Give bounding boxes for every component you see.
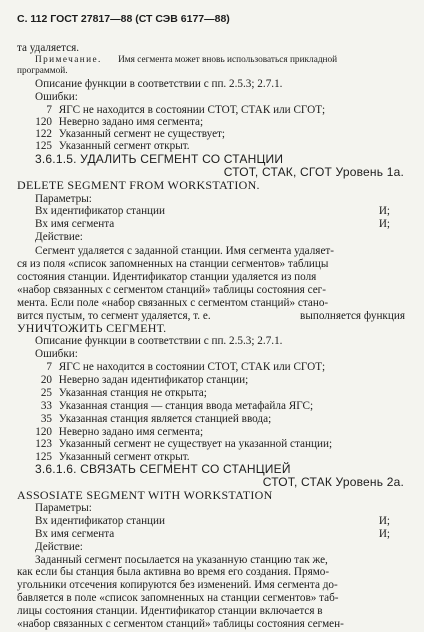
error-text: Указанная станция — станция ввода метафайла ЯГС; bbox=[58, 399, 314, 412]
note-label: Примечание. bbox=[35, 54, 102, 65]
section-heading: 3.6.1.5. УДАЛИТЬ СЕГМЕНТ СО СТАНЦИИ bbox=[35, 151, 284, 166]
section-states: СТОТ, СТАК Уровень 2а. bbox=[262, 475, 404, 490]
error-code: 33 bbox=[40, 399, 52, 412]
parameter-name: Вх идентификатор станции bbox=[35, 514, 166, 527]
parameter-name: Вх имя сегмента bbox=[35, 527, 115, 540]
text-line: мента. Если поле «набор связанных с сегментом станций» стано- bbox=[17, 296, 329, 309]
error-code: 125 bbox=[35, 140, 52, 153]
text-line: «набор связанных с сегментом станций» таблицы состояния сег- bbox=[17, 283, 326, 296]
text-line: Ошибки: bbox=[35, 91, 78, 104]
error-text: Указанная станция не открыта; bbox=[58, 386, 207, 399]
text-line: как если бы станция была активна во время его создания. Прямо- bbox=[17, 566, 330, 579]
section-heading-en: DELETE SEGMENT FROM WORKSTATION. bbox=[17, 177, 260, 192]
page-header: С. 112 ГОСТ 27817—88 (СТ СЭВ 6177—88) bbox=[17, 13, 230, 25]
error-code: 35 bbox=[40, 412, 52, 425]
text-line: Сегмент удаляется с заданной станции. Имя сегмента удаляет- bbox=[35, 245, 335, 258]
error-item bbox=[35, 413, 271, 426]
parameter-row bbox=[35, 528, 390, 541]
section-heading-en: ASSOSIATE SEGMENT WITH WORKSTATION bbox=[17, 488, 273, 503]
parameter-type: И; bbox=[378, 218, 390, 231]
error-item bbox=[35, 400, 313, 413]
error-text: Указанный сегмент не существует; bbox=[58, 128, 226, 141]
parameter-row bbox=[35, 205, 390, 218]
text-line: Действие: bbox=[35, 540, 83, 553]
error-code: 25 bbox=[40, 386, 52, 399]
note-line: программой. bbox=[17, 65, 68, 76]
error-item bbox=[35, 426, 203, 439]
text-line: Параметры: bbox=[35, 501, 92, 514]
error-code: 125 bbox=[35, 451, 52, 464]
error-code: 7 bbox=[46, 361, 52, 374]
text-line: Параметры: bbox=[35, 192, 92, 205]
text-line: Описание функции в соответствии с пп. 2.5.3; 2.7.1. bbox=[35, 335, 283, 348]
error-item bbox=[35, 438, 332, 451]
parameter-type: И; bbox=[378, 205, 390, 218]
error-item bbox=[35, 387, 207, 400]
error-code: 7 bbox=[46, 104, 52, 117]
text-line: та удаляется. bbox=[17, 41, 80, 54]
text-line: УНИЧТОЖИТЬ СЕГМЕНТ. bbox=[17, 321, 167, 336]
error-text: ЯГС не находится в состоянии СТОТ, СТАК или СГОТ; bbox=[58, 104, 326, 117]
text-line: лицы состояния станции. Идентификатор станции включается в bbox=[17, 605, 323, 618]
note-line bbox=[35, 54, 415, 67]
error-text: Указанный сегмент не существует на указанной станции; bbox=[58, 438, 333, 451]
parameter-type: И; bbox=[378, 514, 390, 527]
error-item bbox=[35, 361, 325, 374]
error-code: 122 bbox=[35, 128, 52, 141]
error-text: Неверно задано имя сегмента; bbox=[58, 425, 204, 438]
error-text: Неверно задан идентификатор станции; bbox=[58, 373, 249, 386]
text-fragment: выполняется функция bbox=[300, 309, 405, 322]
error-text: Указанный сегмент открыт. bbox=[58, 140, 190, 153]
error-text: Указанный сегмент открыт. bbox=[58, 451, 190, 464]
parameter-row bbox=[35, 218, 390, 231]
parameter-name: Вх имя сегмента bbox=[35, 218, 115, 231]
error-code: 20 bbox=[40, 373, 52, 386]
text-line: Действие: bbox=[35, 231, 83, 244]
text-line: Описание функции в соответствии с пп. 2.5.3; 2.7.1. bbox=[35, 78, 283, 91]
error-code: 120 bbox=[35, 425, 52, 438]
error-text: ЯГС не находится в состоянии СТОТ, СТАК или СГОТ; bbox=[58, 361, 326, 374]
text-line: состояния станции. Идентификатор станции удаляется из поля bbox=[17, 270, 317, 283]
parameter-name: Вх идентификатор станции bbox=[35, 205, 166, 218]
note-text: Имя сегмента может вновь использоваться прикладной bbox=[118, 54, 338, 65]
error-code: 120 bbox=[35, 116, 52, 129]
text-line: «набор связанных с сегментом станций» таблицы состояния сегмен- bbox=[17, 618, 344, 630]
section-heading: 3.6.1.6. СВЯЗАТЬ СЕГМЕНТ СО СТАНЦИЕЙ bbox=[35, 462, 291, 477]
text-fragment: вится пустым, то сегмент удаляется, т. е. bbox=[17, 309, 211, 322]
section-states: СТОТ, СТАК, СГОТ Уровень 1а. bbox=[223, 164, 404, 179]
error-text: Указанная станция является станцией ввода; bbox=[58, 412, 272, 425]
text-line: ся из поля «список запомненных на станции сегментов» таблицы bbox=[17, 257, 329, 270]
text-line: угольники отсечения копируются без изменений. Имя сегмента до- bbox=[17, 579, 338, 592]
error-text: Неверно задано имя сегмента; bbox=[58, 116, 204, 129]
text-line: Ошибки: bbox=[35, 348, 78, 361]
text-line: Заданный сегмент посылается на указанную станцию так же, bbox=[35, 553, 328, 566]
parameter-row bbox=[35, 515, 390, 528]
text-line: бавляется в поле «список запомненных на станции сегментов» таб- bbox=[17, 592, 339, 605]
error-code: 123 bbox=[35, 438, 52, 451]
error-item bbox=[35, 374, 248, 387]
parameter-type: И; bbox=[378, 527, 390, 540]
